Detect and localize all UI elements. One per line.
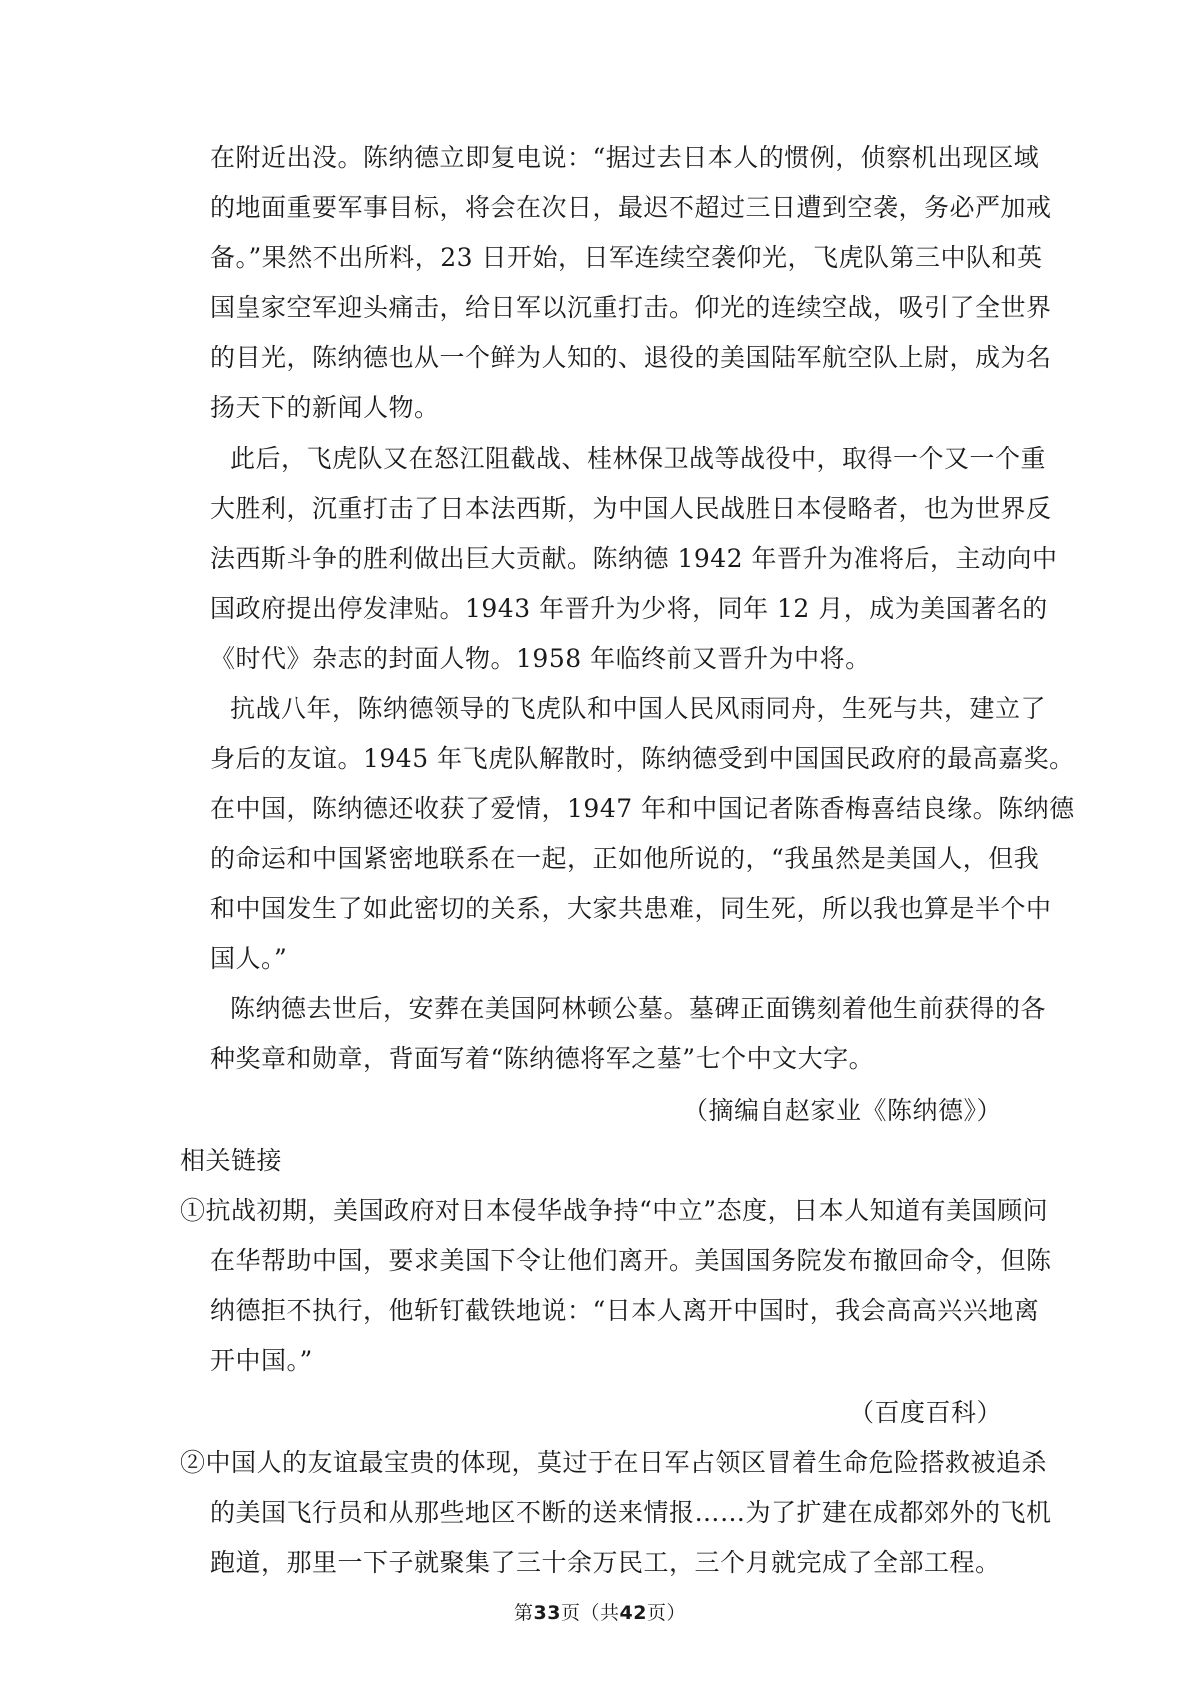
- related-item-line: 的美国飞行员和从那些地区不断的送来情报……为了扩建在成都郊外的飞机: [210, 1498, 1052, 1527]
- body-line: 备。”果然不出所料，23 日开始，日军连续空袭仰光，飞虎队第三中队和英: [210, 243, 1043, 272]
- footer-total-pages: 42: [619, 1602, 647, 1624]
- footer-prefix: 第: [514, 1602, 534, 1624]
- body-line: 国人。”: [210, 944, 288, 973]
- related-item-line: ①抗战初期，美国政府对日本侵华战争持“中立”态度，日本人知道有美国顾问: [180, 1196, 1049, 1225]
- related-item-source: （百度百科）: [848, 1398, 1002, 1427]
- footer-middle: 页（共: [560, 1602, 620, 1624]
- body-line: 和中国发生了如此密切的关系，大家共患难，同生死，所以我也算是半个中: [210, 894, 1052, 923]
- page-footer: [0, 1600, 1200, 1626]
- related-item-line: 跑道，那里一下子就聚集了三十余万民工，三个月就完成了全部工程。: [210, 1548, 1001, 1577]
- related-item-line: 开中国。”: [210, 1346, 313, 1375]
- body-line: 的地面重要军事目标，将会在次日，最迟不超过三日遭到空袭，务必严加戒: [210, 193, 1052, 222]
- body-line: 种奖章和勋章，背面写着“陈纳德将军之墓”七个中文大字。: [210, 1044, 875, 1073]
- source-citation: （摘编自赵家业《陈纳德》）: [682, 1096, 1002, 1125]
- body-line: 的目光，陈纳德也从一个鲜为人知的、退役的美国陆军航空队上尉，成为名: [210, 343, 1052, 372]
- related-item-line: 纳德拒不执行，他斩钉截铁地说：“日本人离开中国时，我会高高兴兴地离: [210, 1296, 1040, 1325]
- body-line: 在附近出没。陈纳德立即复电说：“据过去日本人的惯例，侦察机出现区域: [210, 143, 1040, 172]
- related-item-line: ②中国人的友谊最宝贵的体现，莫过于在日军占领区冒着生命危险搭救被追杀: [180, 1448, 1048, 1477]
- body-line: 的命运和中国紧密地联系在一起，正如他所说的，“我虽然是美国人，但我: [210, 844, 1040, 873]
- body-line: 国政府提出停发津贴。1943 年晋升为少将，同年 12 月，成为美国著名的: [210, 594, 1048, 623]
- footer-suffix: 页）: [646, 1602, 686, 1624]
- body-line: 身后的友谊。1945 年飞虎队解散时，陈纳德受到中国国民政府的最高嘉奖。: [210, 744, 1075, 773]
- related-links-heading: 相关链接: [180, 1146, 283, 1175]
- body-line: 陈纳德去世后，安葬在美国阿林顿公墓。墓碑正面镌刻着他生前获得的各: [230, 994, 1047, 1023]
- body-line: 抗战八年，陈纳德领导的飞虎队和中国人民风雨同舟，生死与共，建立了: [230, 694, 1047, 723]
- body-line: 在中国，陈纳德还收获了爱情，1947 年和中国记者陈香梅喜结良缘。陈纳德: [210, 794, 1075, 823]
- body-line: 扬天下的新闻人物。: [210, 393, 440, 422]
- body-line: 国皇家空军迎头痛击，给日军以沉重打击。仰光的连续空战，吸引了全世界: [210, 293, 1052, 322]
- body-line: 此后，飞虎队又在怒江阻截战、桂林保卫战等战役中，取得一个又一个重: [230, 444, 1047, 473]
- related-item-line: 在华帮助中国，要求美国下令让他们离开。美国国务院发布撤回命令，但陈: [210, 1246, 1052, 1275]
- body-line: 法西斯斗争的胜利做出巨大贡献。陈纳德 1942 年晋升为准将后，主动向中: [210, 544, 1058, 573]
- footer-page-number: 33: [533, 1602, 561, 1624]
- body-line: 大胜利，沉重打击了日本法西斯，为中国人民战胜日本侵略者，也为世界反: [210, 494, 1052, 523]
- body-line: 《时代》杂志的封面人物。1958 年临终前又晋升为中将。: [210, 644, 871, 673]
